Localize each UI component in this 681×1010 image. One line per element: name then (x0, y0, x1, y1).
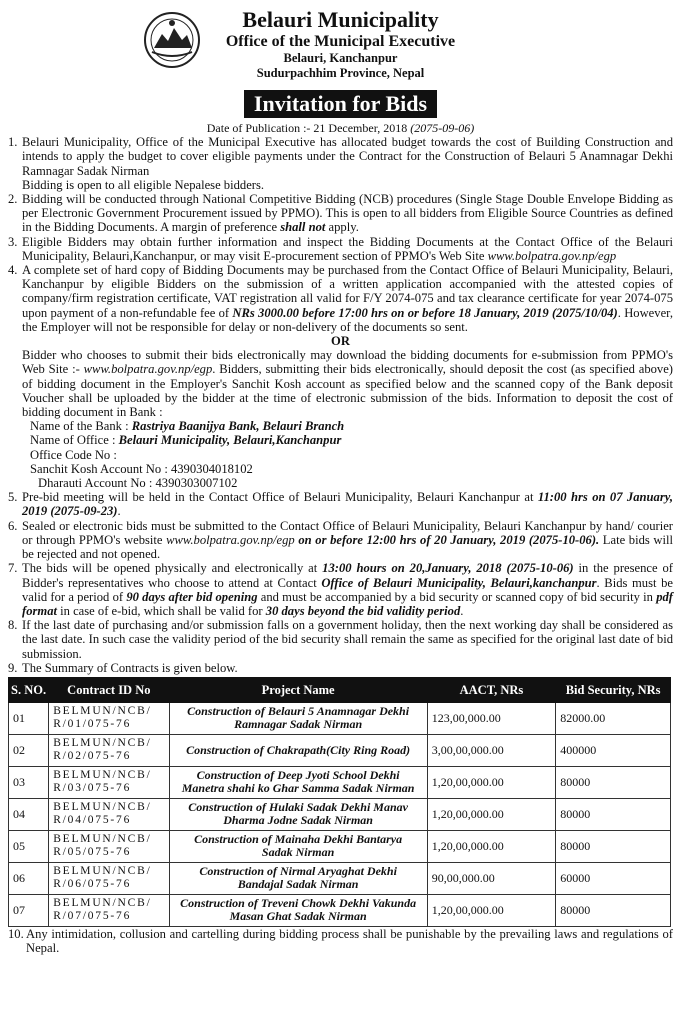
clause-text: . Bidders, submitting their bids electronically, should deposit the cost (as specified above) of bidding document in the Employer's Sanchit Kosh account as specified below and the scanned copy of the Bank deposit Voucher shall be uploaded by the bidder at the time of electronic submission of the bids. Information to deposit the cost of bidding document in Bank : (22, 362, 674, 420)
clause-9 (8, 661, 673, 675)
sanchit-account: Sanchit Kosh Account No : 4390304018102 (30, 461, 253, 476)
date-nepali: (2075-09-06) (410, 121, 475, 135)
clause-7 (8, 561, 673, 618)
contract-id-part: R/06/075-76 (53, 878, 132, 891)
cell-contract-id (49, 894, 169, 926)
clause-2 (8, 192, 673, 235)
contract-id-part: R/07/075-76 (53, 910, 132, 923)
col-bid-security: Bid Security, NRs (556, 677, 671, 702)
project-line: Construction of Nirmal Aryaghat Dekhi (199, 863, 397, 878)
emphasis-text: shall not (280, 220, 326, 235)
clause-text: in case of e-bid, which shall be valid for (56, 603, 266, 618)
project-line: Construction of Hulaki Sadak Dekhi Manav (188, 799, 408, 814)
cell-aact: 1,20,00,000.00 (427, 798, 555, 830)
cell-project-name (169, 734, 427, 766)
table-row (9, 734, 671, 766)
col-project-name: Project Name (169, 677, 427, 702)
bank-name-line (8, 419, 673, 433)
publication-date (8, 121, 673, 135)
table-row (9, 798, 671, 830)
cell-sno: 03 (9, 766, 49, 798)
cell-aact: 1,20,00,000.00 (427, 894, 555, 926)
prebid-time: 11:00 hrs on 07 January, 2019 (2075-09-23) (22, 490, 673, 519)
cell-bid-security: 80000 (556, 766, 671, 798)
table-row (9, 766, 671, 798)
project-line: Construction of Treveni Chowk Dekhi Vakunda (180, 895, 417, 910)
office-title: Office of the Municipal Executive (225, 33, 456, 50)
clause-text: . (117, 504, 121, 519)
cell-contract-id (49, 830, 169, 862)
electronic-submission (8, 348, 673, 419)
clause-text: Belauri Municipality, Office of the Municipal Executive has allocated budget towards the cost of Building Construction and intends to apply the budget to cover eligible payments under the Contract for the Construction of Belauri 5 Anamnagar Dekhi Ramnagar Sadak Nirman (22, 135, 673, 178)
cell-sno: 06 (9, 862, 49, 894)
clause-4 (8, 263, 673, 334)
clause-6 (8, 519, 673, 562)
municipality-emblem-icon (140, 10, 204, 70)
office-label: Name of Office : (30, 433, 119, 448)
cell-sno: 05 (9, 830, 49, 862)
municipality-title: Belauri Municipality (242, 7, 439, 32)
egp-link[interactable]: www.bolpatra.gov.np/egp (487, 248, 617, 263)
clause-10 (8, 927, 673, 955)
or-separator: OR (331, 334, 350, 349)
cell-sno: 04 (9, 798, 49, 830)
cell-bid-security: 80000 (556, 830, 671, 862)
clause-text: . Bids must be valid for a period of (22, 575, 673, 604)
clause-text: If the last date of purchasing and/or submission falls on a government holiday, then the next working day shall be considered as the last date. In such case the validity period of the bid security shall remain the same as specified for the original last date of bid submission. (22, 618, 673, 661)
contract-id-part: BELMUN/NCB/ (53, 704, 152, 717)
clause-text: Pre-bid meeting will be held in the Contact Office of Belauri Municipality, Belauri Kanchanpur at (22, 490, 538, 505)
submission-deadline: on or before 12:00 hrs of 20 January, 2019 (2075-10-06). (294, 532, 600, 547)
cell-bid-security: 400000 (556, 734, 671, 766)
bank-label: Name of the Bank : (30, 419, 132, 434)
col-aact: AACT, NRs (427, 677, 555, 702)
clause-text: Late bids will be rejected and not opened. (22, 532, 673, 562)
cell-aact: 1,20,00,000.00 (427, 766, 555, 798)
clause-text: Bidder who chooses to submit their bids electronically may download the bidding documents for e-submission from PPMO's Web Site :- (22, 348, 673, 377)
project-line: Manetra shahi ko Ghar Samma Sadak Nirman (181, 781, 415, 796)
cell-project-name (169, 894, 427, 926)
cell-bid-security: 82000.00 (556, 702, 671, 734)
clause-number: 4. (8, 263, 18, 278)
cell-bid-security: 80000 (556, 894, 671, 926)
banner-wrap (8, 90, 673, 118)
clause-text: Bidding is open to all eligible Nepalese bidders. (22, 177, 265, 192)
cell-aact: 1,20,00,000.00 (427, 830, 555, 862)
project-line: Construction of Deep Jyoti School Dekhi (196, 767, 400, 782)
cell-bid-security: 60000 (556, 862, 671, 894)
contract-id-part: BELMUN/NCB/ (53, 832, 152, 845)
cell-contract-id (49, 702, 169, 734)
opening-time: 13:00 hours on 20,January, 2018 (2075-10-06) (322, 561, 574, 576)
date-value: 21 December, 2018 (313, 121, 411, 135)
clause-text: . (460, 603, 464, 618)
contract-id-part: R/05/075-76 (53, 846, 132, 859)
clause-text: Bidding will be conducted through National Competitive Bidding (NCB) procedures (Single Stage Double Envelope Bidding as per Electronic Government Procurement issued by PPMO). This is open to all bidders from Eligible Source Countries as defined in the Bidding Documents. A margin of preference (22, 192, 673, 235)
invitation-banner: Invitation for Bids (244, 90, 437, 118)
contract-id-part: BELMUN/NCB/ (53, 768, 152, 781)
cell-project-name (169, 766, 427, 798)
clause-number: 6. (8, 518, 18, 533)
office-name-line (8, 433, 673, 447)
pdf-format: pdf format (22, 589, 673, 618)
office-code-line: Office Code No : (30, 447, 117, 462)
cell-project-name (169, 830, 427, 862)
cell-aact: 90,00,000.00 (427, 862, 555, 894)
clause-8 (8, 618, 673, 661)
project-line: Bandajal Sadak Nirman (237, 877, 359, 892)
fee-deadline: NRs 3000.00 before 17:00 hrs on or before 18 January, 2019 (2075/10/04) (232, 305, 618, 320)
contract-id-part: BELMUN/NCB/ (53, 800, 152, 813)
contract-id-part: BELMUN/NCB/ (53, 736, 152, 749)
location-line: Belauri, Kanchanpur (283, 51, 398, 65)
clause-text: The Summary of Contracts is given below. (22, 660, 238, 675)
contracts-table (8, 677, 671, 927)
contract-id-part: R/01/075-76 (53, 718, 132, 731)
contract-id-part: R/03/075-76 (53, 782, 132, 795)
contract-id-part: BELMUN/NCB/ (53, 896, 152, 909)
project-line: Construction of Mainaha Dekhi Bantarya (194, 831, 403, 846)
table-header-row (9, 677, 671, 702)
clause-number: 5. (8, 490, 18, 505)
col-contract-id: Contract ID No (49, 677, 169, 702)
clause-5 (8, 490, 673, 518)
cell-sno: 02 (9, 734, 49, 766)
project-line: Ramnagar Sadak Nirman (234, 717, 363, 732)
contract-id-part: R/04/075-76 (53, 814, 132, 827)
cell-contract-id (49, 862, 169, 894)
project-line: Sadak Nirman (261, 845, 335, 860)
cell-contract-id (49, 734, 169, 766)
cell-project-name (169, 798, 427, 830)
project-line: Construction of Chakrapath(City Ring Road) (186, 742, 411, 757)
clause-text: . However, the Employer will not be responsible for delay or non-delivery of the documents so sent. (22, 305, 673, 334)
cell-sno: 07 (9, 894, 49, 926)
contact-office: Office of Belauri Municipality, Belauri,kanchanpur (321, 575, 597, 590)
table-row (9, 894, 671, 926)
cell-contract-id (49, 798, 169, 830)
table-row (9, 830, 671, 862)
clause-number: 3. (8, 234, 18, 249)
cell-project-name (169, 862, 427, 894)
clause-number: 10. (8, 926, 24, 941)
col-sno: S. NO. (9, 677, 49, 702)
table-row (9, 702, 671, 734)
date-label: Date of Publication :- (206, 121, 314, 135)
cell-aact: 3,00,00,000.00 (427, 734, 555, 766)
cell-project-name (169, 702, 427, 734)
cell-aact: 123,00,000.00 (427, 702, 555, 734)
egp-link[interactable]: www.bolpatra.gov.np/egp (166, 532, 295, 547)
clause-3 (8, 235, 673, 263)
bank-value: Rastriya Baanijya Bank, Belauri Branch (131, 419, 345, 434)
notice-header (8, 6, 673, 86)
table-row (9, 862, 671, 894)
project-line: Construction of Belauri 5 Anamnagar Dekhi (187, 703, 410, 718)
security-validity: 30 days beyond the bid validity period (265, 603, 461, 618)
clause-text: Any intimidation, collusion and cartelling during bidding process shall be punishable by the prevailing laws and regulations of Nepal. (26, 926, 673, 956)
office-value: Belauri Municipality, Belauri,Kanchanpur (118, 433, 342, 448)
clause-number: 8. (8, 618, 18, 633)
egp-link[interactable]: www.bolpatra.gov.np/egp (83, 362, 213, 377)
province-line: Sudurpachhim Province, Nepal (256, 66, 425, 80)
clause-text: Eligible Bidders may obtain further information and inspect the Bidding Documents at the Contact Office of the Belauri Municipality, Belauri,Kanchanpur, or may visit E-procurement section of PPMO's Web Site (22, 234, 673, 263)
clause-number: 2. (8, 192, 18, 207)
clause-text: Sealed or electronic bids must be submitted to the Contact Office of Belauri Municipality, Belauri Kanchanpur by hand/ courier or through PPMO's website (22, 518, 673, 547)
validity-period: 90 days after bid opening (126, 589, 258, 604)
contract-id-part: R/02/075-76 (53, 750, 132, 763)
dharauti-account: Dharauti Account No : 4390303007102 (38, 476, 238, 491)
cell-contract-id (49, 766, 169, 798)
clause-text: and must be accompanied by a bid security or scanned copy of bid security in (257, 589, 657, 604)
clause-number: 7. (8, 561, 18, 576)
cell-bid-security: 80000 (556, 798, 671, 830)
clause-text: A complete set of hard copy of Bidding Documents may be purchased from the Contact Office of Belauri Municipality, Belauri, Kanchanpur by eligible Bidders on the submission of a written application accompanied with the attested copies of company/firm registration certificate, VAT registration all valid for F/Y 2074-075 and tax clearance certificate for year 2074-075 upon payment of a non-refundable fee of (22, 263, 673, 320)
project-line: Masan Ghat Sadak Nirman (229, 909, 367, 924)
clause-text: in the presence of Bidder's representatives who choose to attend at Contact (22, 561, 673, 590)
clause-number: 9. (8, 660, 18, 675)
clause-text: The bids will be opened physically and electronically at (22, 561, 323, 576)
clause-number: 1. (8, 135, 18, 150)
contract-id-part: BELMUN/NCB/ (53, 864, 152, 877)
clause-text: apply. (325, 220, 359, 235)
clause-1 (8, 135, 673, 192)
cell-sno: 01 (9, 702, 49, 734)
project-line: Dharma Jodne Sadak Nirman (223, 813, 373, 828)
